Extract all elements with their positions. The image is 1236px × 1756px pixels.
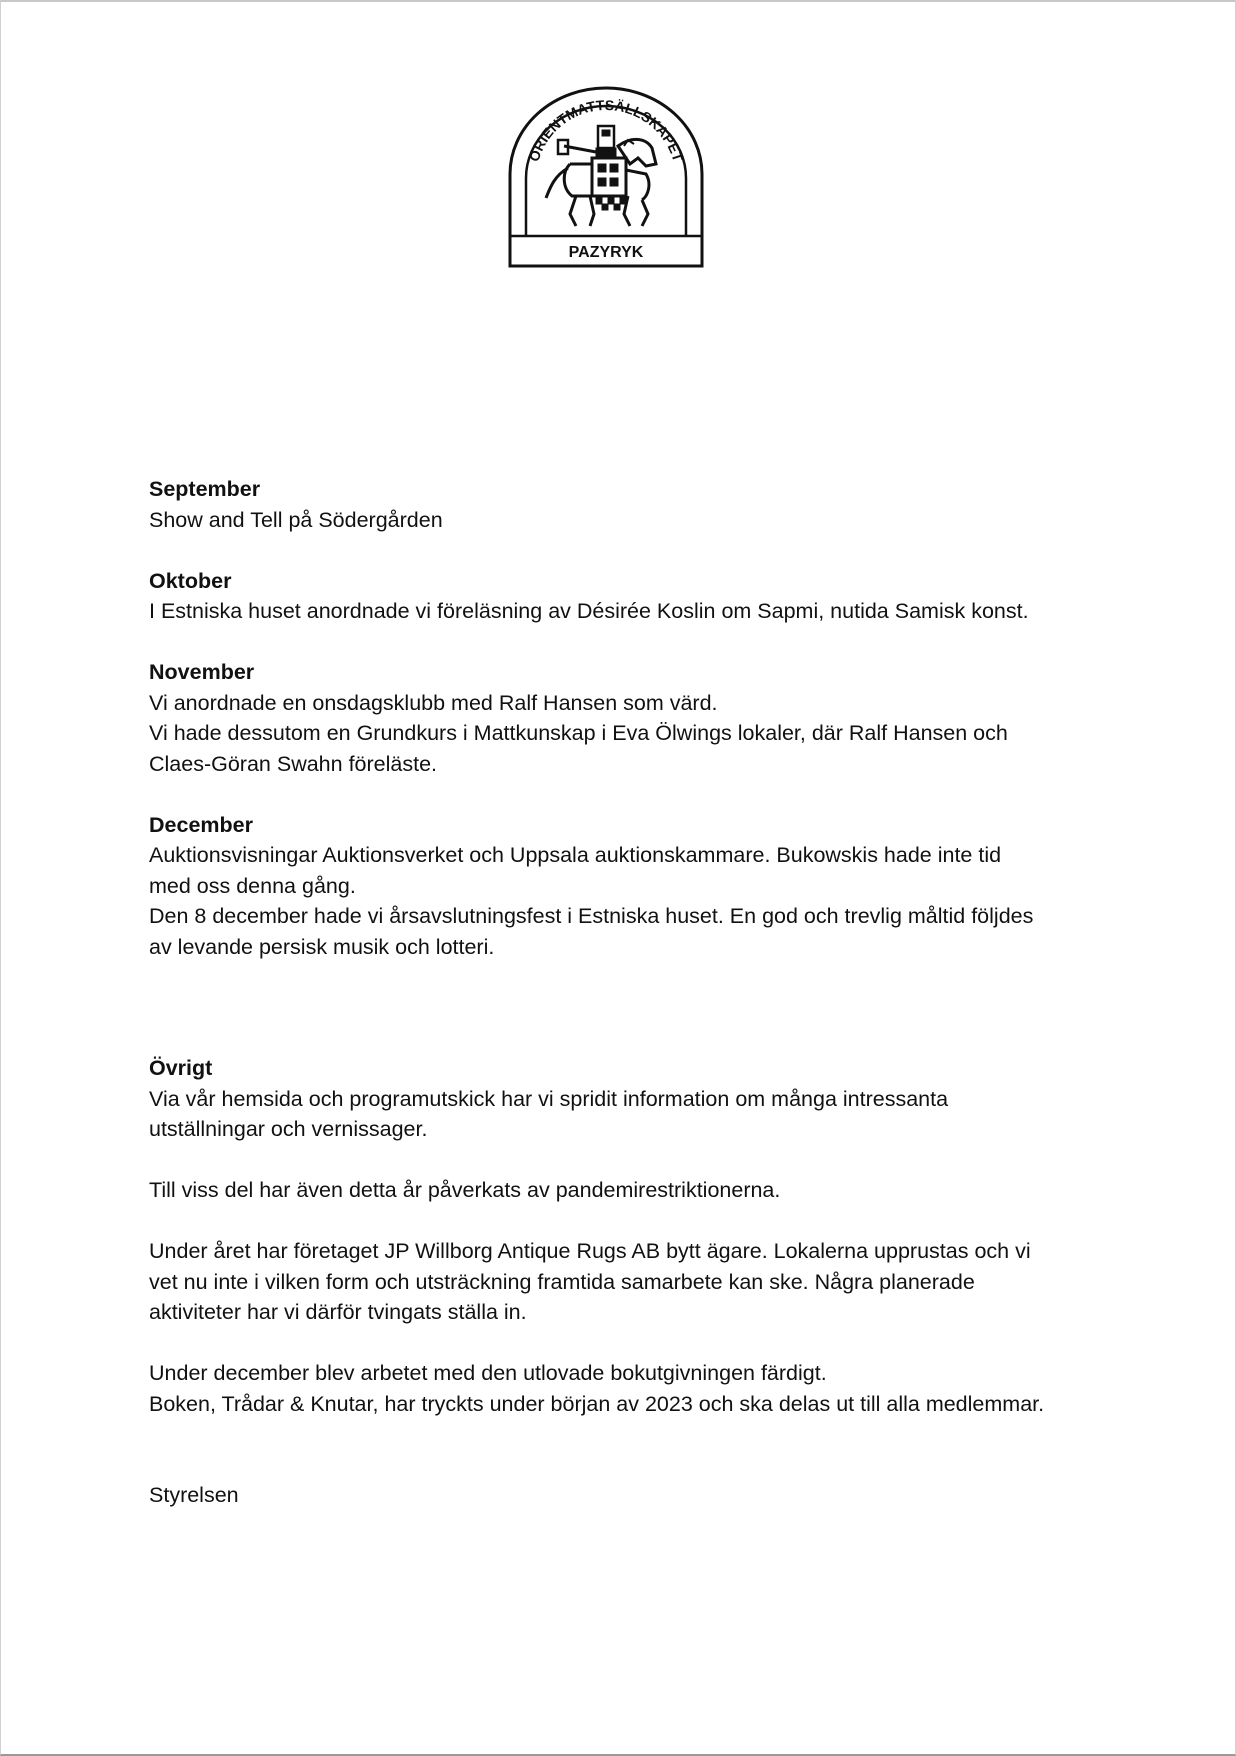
section-heading: Övrigt bbox=[149, 1056, 213, 1080]
text-line: Show and Tell på Södergården bbox=[149, 507, 443, 532]
text-line: Auktionsvisningar Auktionsverket och Uppsala auktionskammare. Bukowskis hade inte tid bbox=[149, 843, 1002, 867]
document-body bbox=[149, 474, 1109, 1511]
section-heading: Oktober bbox=[149, 568, 232, 593]
horse-rider-icon bbox=[546, 126, 656, 226]
paragraph-book bbox=[149, 1358, 1109, 1419]
text-line: Vi anordnade en onsdagsklubb med Ralf Hansen som värd. bbox=[149, 690, 718, 715]
paragraph-willborg bbox=[149, 1236, 1109, 1328]
logo-bottom-text: PAZYRYK bbox=[568, 244, 644, 261]
text-line: utställningar och vernissager. bbox=[149, 1117, 428, 1141]
text-line: Claes-Göran Swahn föreläste. bbox=[149, 751, 438, 776]
section-heading: September bbox=[149, 477, 261, 501]
text-line: I Estniska huset anordnade vi föreläsning av Désirée Koslin om Sapmi, nutida Samisk konst. bbox=[149, 599, 1029, 623]
text-line: Under året har företaget JP Willborg Antique Rugs AB bytt ägare. Lokalerna upprustas och vi bbox=[149, 1239, 1031, 1263]
text-line: Boken, Trådar & Knutar, har tryckts under början av 2023 och ska delas ut till alla medlemmar. bbox=[149, 1391, 1045, 1416]
text-line: aktiviteter har vi därför tvingats ställa in. bbox=[149, 1300, 527, 1324]
text-line: med oss denna gång. bbox=[149, 873, 356, 898]
paragraph-pandemic bbox=[149, 1175, 1109, 1206]
section-december bbox=[149, 810, 1109, 963]
section-heading: December bbox=[149, 812, 253, 837]
signature bbox=[149, 1480, 1109, 1511]
text-line: vet nu inte i vilken form och utsträckning framtida samarbete kan ske. Några planerade bbox=[149, 1269, 975, 1294]
text-line: Till viss del har även detta år påverkats av pandemirestriktionerna. bbox=[149, 1178, 781, 1202]
text-line: Via vår hemsida och programutskick har vi spridit information om många intressanta bbox=[149, 1086, 949, 1111]
section-oktober bbox=[149, 566, 1109, 627]
section-heading: November bbox=[149, 660, 255, 684]
text-line: Vi hade dessutom en Grundkurs i Mattkunskap i Eva Ölwings lokaler, där Ralf Hansen och bbox=[149, 721, 1008, 745]
text-line: Den 8 december hade vi årsavslutningsfest i Estniska huset. En god och trevlig måltid följdes bbox=[149, 904, 1034, 928]
text-line: av levande persisk musik och lotteri. bbox=[149, 934, 495, 959]
section-november bbox=[149, 657, 1109, 779]
logo-arc-text: ORIENTMATTSÄLLSKAPET bbox=[525, 96, 687, 164]
society-logo bbox=[506, 84, 706, 270]
section-ovrigt bbox=[149, 1053, 1109, 1145]
signature-text: Styrelsen bbox=[149, 1483, 239, 1507]
text-line: Under december blev arbetet med den utlovade bokutgivningen färdigt. bbox=[149, 1361, 827, 1385]
section-september bbox=[149, 474, 1109, 535]
